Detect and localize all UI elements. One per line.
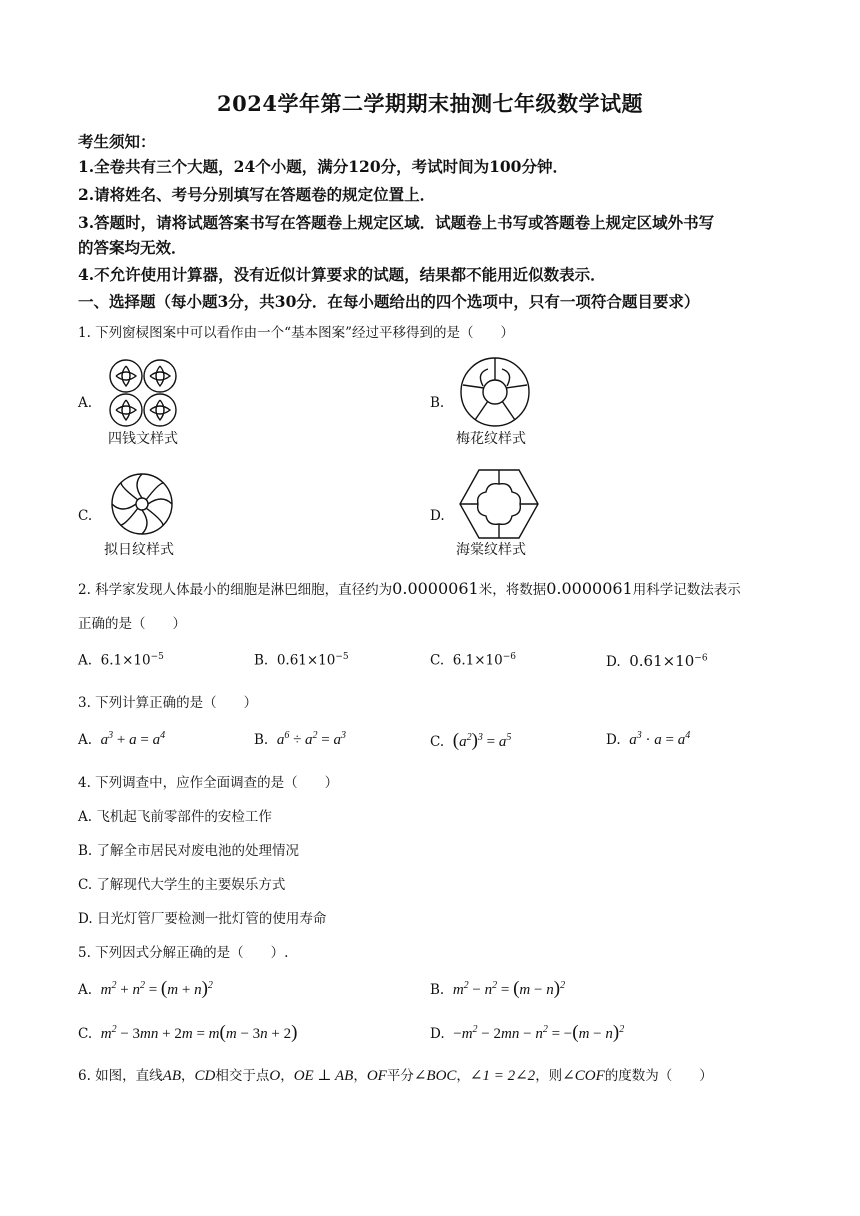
q6-text: 的度数为（ ） <box>604 1068 713 1084</box>
question-3-stem: 3. 下列计算正确的是（ ） <box>78 695 258 711</box>
begonia-pattern-icon <box>458 468 540 540</box>
option-letter: B. <box>254 732 269 748</box>
q1-option-a-caption: 四钱文样式 <box>108 431 178 447</box>
question-1-stem: 1. 下列窗棂图案中可以看作由一个“基本图案”经过平移得到的是（ ） <box>78 325 514 341</box>
q4-option-d: D. 日光灯管厂要检测一批灯管的使用寿命 <box>78 911 327 927</box>
q5-option-a <box>78 978 213 1000</box>
q5-option-b-formula: $m^2 - n^2 = (m - n)^2$ <box>452 978 566 999</box>
q6-text: 6. 如图，直线 <box>78 1068 163 1084</box>
q2-number: 0.0000061 <box>546 579 633 598</box>
q5-option-a-formula: $m^2 + n^2 = (m + n)^2$ <box>100 978 213 999</box>
q3-option-b-formula: $a^6 \div a^2 = a^3$ <box>276 730 347 748</box>
notice-heading: 考生须知： <box>78 132 156 151</box>
q3-option-d-formula: $a^3 \cdot a = a^4$ <box>629 730 691 748</box>
option-exponent: −5 <box>335 652 349 662</box>
q6-text: 平分 <box>386 1068 414 1084</box>
question-2-stem <box>78 578 741 598</box>
notice-item-4: 4.不允许使用计算器，没有近似计算要求的试题，结果都不能用近似数表示． <box>78 265 606 284</box>
q2-option-b <box>254 652 349 669</box>
question-2-stem-cont: 正确的是（ ） <box>78 616 186 632</box>
q5-option-d <box>430 1022 624 1044</box>
q5-option-d-formula: $-m^2 - 2mn - n^2 = -(m - n)^2$ <box>453 1022 625 1043</box>
q6-text: ， <box>353 1068 367 1084</box>
q5-option-b <box>430 978 565 1000</box>
q1-option-d-caption: 海棠纹样式 <box>456 542 526 558</box>
sun-pattern-icon <box>110 472 174 536</box>
q6-math: AB <box>162 1068 181 1084</box>
notice-item-2: 2.请将姓名、考号分别填写在答题卷的规定位置上． <box>78 185 436 204</box>
page-title: 2024学年第二学期期末抽测七年级数学试题 <box>217 91 643 116</box>
option-mantissa: 6.1×10 <box>100 652 151 669</box>
q1-option-c-letter: C. <box>78 508 93 524</box>
q6-text: ，则 <box>535 1068 563 1084</box>
option-letter: B. <box>254 652 269 669</box>
q3-option-d <box>606 730 690 749</box>
q6-math: ∠COF <box>562 1068 605 1084</box>
q6-math: OE ⊥ AB <box>293 1068 354 1084</box>
q1-option-c-caption: 拟日纹样式 <box>104 542 174 558</box>
option-letter: C. <box>78 1026 93 1042</box>
option-letter: C. <box>430 734 445 750</box>
q3-option-a <box>78 730 165 749</box>
option-letter: D. <box>606 654 621 670</box>
q3-option-a-formula: $a^3 + a = a^4$ <box>100 730 166 748</box>
option-mantissa: 0.61×10 <box>629 652 695 670</box>
notice-item-3-cont: 的答案均无效． <box>78 238 187 257</box>
plum-blossom-pattern-icon <box>458 355 532 429</box>
q2-stem-part: 用科学记数法表示 <box>632 582 741 598</box>
option-letter: A. <box>78 982 93 998</box>
q3-option-b <box>254 730 346 749</box>
q1-option-b-caption: 梅花纹样式 <box>456 431 526 447</box>
q6-text: 相交于点 <box>215 1068 270 1084</box>
q1-option-b-letter: B. <box>430 395 445 411</box>
question-4-stem: 4. 下列调查中，应作全面调查的是（ ） <box>78 775 339 791</box>
q2-stem-part: 米，将数据 <box>478 582 547 598</box>
notice-item-1: 1.全卷共有三个大题，24个小题，满分120分，考试时间为100分钟． <box>78 157 568 176</box>
four-coins-pattern-icon <box>106 356 180 430</box>
q6-math: ∠1 = 2∠2 <box>469 1068 536 1084</box>
q2-option-d <box>606 652 708 670</box>
q6-text: ， <box>456 1068 470 1084</box>
notice-item-3: 3.答题时，请将试题答案书写在答题卷上规定区域．试题卷上书写或答题卷上规定区域外书写 <box>78 213 715 232</box>
q4-option-a: A. 飞机起飞前零部件的安检工作 <box>78 809 272 825</box>
q6-math: CD <box>194 1068 216 1084</box>
q5-option-c <box>78 1022 297 1044</box>
q5-option-c-formula: $m^2 - 3mn + 2m = m(m - 3n + 2)$ <box>100 1022 298 1043</box>
q2-number: 0.0000061 <box>392 579 479 598</box>
q3-option-c-formula: $(a^2)^3 = a^5$ <box>452 730 512 751</box>
q6-text: ， <box>280 1068 294 1084</box>
q2-option-c <box>430 652 516 669</box>
q6-math: O <box>269 1068 281 1084</box>
option-letter: B. <box>430 982 445 998</box>
option-mantissa: 0.61×10 <box>276 652 336 669</box>
option-mantissa: 6.1×10 <box>452 652 503 669</box>
option-letter: D. <box>430 1026 445 1042</box>
q2-option-a <box>78 652 164 669</box>
option-exponent: −6 <box>502 652 516 662</box>
option-letter: A. <box>78 652 93 669</box>
option-letter: C. <box>430 652 445 669</box>
option-exponent: −6 <box>694 653 708 664</box>
q2-stem-part: 2. 科学家发现人体最小的细胞是淋巴细胞，直径约为 <box>78 582 393 598</box>
question-5-stem: 5. 下列因式分解正确的是（ ）. <box>78 945 289 961</box>
q6-math: ∠BOC <box>413 1068 457 1084</box>
q4-option-c: C. 了解现代大学生的主要娱乐方式 <box>78 877 286 893</box>
option-letter: D. <box>606 732 621 748</box>
section-heading: 一、选择题（每小题3分，共30分．在每小题给出的四个选项中，只有一项符合题目要求） <box>78 292 700 311</box>
q4-option-b: B. 了解全市居民对废电池的处理情况 <box>78 843 300 859</box>
q6-text: ， <box>181 1068 195 1084</box>
option-exponent: −5 <box>150 652 164 662</box>
q6-math: OF <box>366 1068 387 1084</box>
q1-option-d-letter: D. <box>430 508 445 524</box>
q3-option-c <box>430 730 511 752</box>
q1-option-a-letter: A. <box>78 395 93 411</box>
option-letter: A. <box>78 732 93 748</box>
question-6-stem <box>78 1064 713 1085</box>
